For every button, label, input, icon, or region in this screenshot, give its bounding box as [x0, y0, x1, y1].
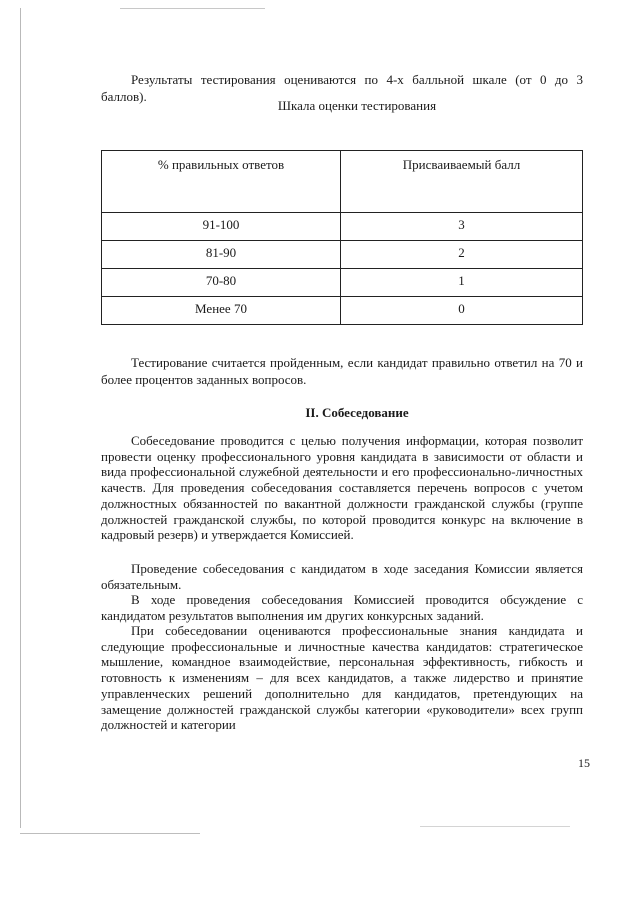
- score-cell: 0: [341, 297, 583, 325]
- section-heading: II. Собеседование: [305, 405, 409, 420]
- interview-paragraph-mandatory: [101, 561, 583, 592]
- table-row: [102, 269, 583, 297]
- scan-border-bottom: [20, 833, 200, 834]
- paragraph-text: Собеседование проводится с целью получения информации, которая позволит провести оценку профессионального уровня кандидата в зависимости от области и вида профессиональной служебной деятельности и его профессионально-личностных качеств. Для проведения собеседования составляется перечень вопросов с учетом должностных обязанностей по вакантной должности гражданской службы (группе должностей гражданской службы, по которой проводится конкурс на включение в кадровый резерв) и утверждается Комиссией.: [101, 433, 583, 543]
- header-percent-correct: % правильных ответов: [102, 151, 341, 213]
- intro-paragraph-line-1: Результаты тестирования оцениваются по 4-х балльной шкале (от 0 до 3: [131, 72, 583, 87]
- interview-paragraph-qualities: [101, 623, 583, 733]
- scan-border-bottom-right: [420, 826, 570, 827]
- paragraph-text: В ходе проведения собеседования Комиссией проводится обсуждение с кандидатом результатов выполнения им других конкурсных заданий.: [101, 592, 583, 623]
- percent-cell: 70-80: [102, 269, 341, 297]
- intro-paragraph-line-2: баллов).: [101, 89, 147, 104]
- percent-cell: Менее 70: [102, 297, 341, 325]
- header-assigned-score: Присваиваемый балл: [341, 151, 583, 213]
- table-title: Шкала оценки тестирования: [277, 98, 437, 113]
- paragraph-text: Проведение собеседования с кандидатом в ходе заседания Комиссии является обязательным.: [101, 561, 583, 592]
- scoring-scale-table: [101, 150, 583, 325]
- table-header-row: [102, 151, 583, 213]
- paragraph-text: При собеседовании оцениваются профессиональные знания кандидата и следующие профессиональные и личностные качества кандидатов: стратегическое мышление, командное взаимодействие, персональная эффективность, гибкость и готовность к изменениям – для всех кандидатов, а также лидерство и принятие управленческих решений дополнительно для кандидатов, претендующих на замещение должностей гражданской службы категории «руководители» всех групп должностей и категории: [101, 623, 583, 733]
- percent-cell: 91-100: [102, 213, 341, 241]
- interview-paragraph-discussion: [101, 592, 583, 623]
- score-cell: 3: [341, 213, 583, 241]
- interview-paragraph-purpose: [101, 433, 583, 543]
- score-cell: 1: [341, 269, 583, 297]
- score-cell: 2: [341, 241, 583, 269]
- page-number: 15: [578, 756, 590, 770]
- table-row: [102, 297, 583, 325]
- table-row: [102, 213, 583, 241]
- percent-cell: 81-90: [102, 241, 341, 269]
- table-row: [102, 241, 583, 269]
- scan-border-left: [20, 8, 21, 828]
- test-passed-paragraph: Тестирование считается пройденным, если кандидат правильно ответил на 70 и более процентов заданных вопросов.: [101, 355, 583, 387]
- scan-border-top: [120, 8, 265, 9]
